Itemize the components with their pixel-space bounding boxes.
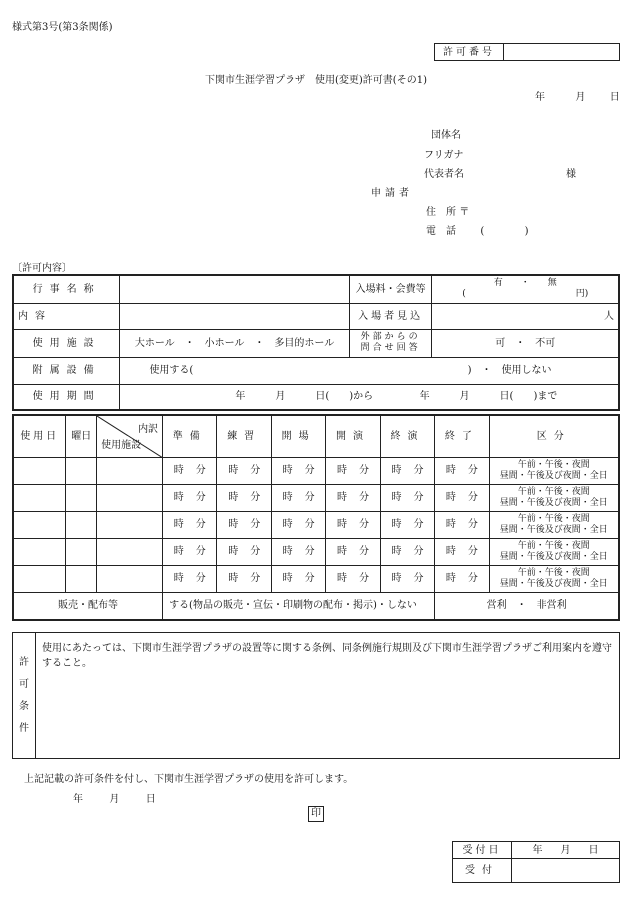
- external-inquiry-label: 外部からの 問合せ回答: [349, 329, 432, 357]
- weekday-header: 曜日: [66, 415, 97, 457]
- attendance-label: 入場者見込: [349, 303, 432, 329]
- permit-number-field[interactable]: [504, 44, 620, 61]
- schedule-row: [13, 565, 619, 592]
- time-field[interactable]: [380, 484, 434, 511]
- hour-label: 時: [282, 519, 293, 530]
- receipt-date-field[interactable]: 年 月 日: [512, 842, 620, 859]
- conditions-label: 許 可 条 件: [13, 633, 36, 759]
- open-header: 開場: [271, 415, 325, 457]
- receipt-date-label: 受付日: [453, 842, 512, 859]
- start-header: 開演: [326, 415, 380, 457]
- form-number: 様式第3号(第3条関係): [12, 22, 113, 33]
- time-field[interactable]: [163, 511, 217, 538]
- hour-label: 時: [445, 573, 456, 584]
- facility-field[interactable]: [97, 538, 163, 565]
- time-field[interactable]: [217, 511, 271, 538]
- facility-options[interactable]: 大ホール ・ 小ホール ・ 多目的ホール: [120, 329, 350, 357]
- hour-label: 時: [391, 573, 402, 584]
- approval-statement: 上記記載の許可条件を付し、下関市生涯学習プラザの使用を許可します。: [24, 774, 354, 785]
- time-field[interactable]: [435, 538, 489, 565]
- prep-header: 準備: [163, 415, 217, 457]
- minute-label: 分: [304, 465, 315, 476]
- equipment-use: 使用する(: [149, 365, 194, 376]
- representative-label: 代表者名: [424, 169, 464, 180]
- end-header: 終演: [380, 415, 434, 457]
- period-label: 使用期間: [13, 384, 120, 410]
- hour-label: 時: [445, 465, 456, 476]
- profit-options[interactable]: 営利 ・ 非営利: [435, 592, 619, 620]
- minute-label: 分: [195, 519, 206, 530]
- weekday-field[interactable]: [66, 457, 97, 484]
- division-options[interactable]: 午前・午後・夜間 昼間・午後及び夜間・全日: [489, 538, 619, 565]
- hour-label: 時: [282, 546, 293, 557]
- hour-label: 時: [337, 465, 348, 476]
- minute-label: 分: [250, 573, 261, 584]
- issue-date: [535, 88, 620, 103]
- approval-date: 年 月 日: [73, 794, 156, 805]
- minute-label: 分: [195, 492, 206, 503]
- sales-options[interactable]: する(物品の販売・宣伝・印刷物の配布・掲示)・しない: [163, 592, 435, 620]
- permit-number-label: 許可番号: [435, 44, 504, 61]
- issue-day: 日: [609, 92, 620, 103]
- minute-label: 分: [304, 492, 315, 503]
- time-field[interactable]: [163, 457, 217, 484]
- address-label: 住 所: [426, 207, 456, 218]
- event-name-label: 行事名称: [13, 275, 120, 303]
- time-field[interactable]: [326, 484, 380, 511]
- weekday-field[interactable]: [66, 538, 97, 565]
- period-to: 年 月 日( )まで: [419, 391, 558, 403]
- facility-label: 使用施設: [13, 329, 120, 357]
- hour-label: 時: [173, 465, 184, 476]
- time-field[interactable]: [326, 538, 380, 565]
- issue-month: 月: [575, 92, 586, 103]
- hour-label: 時: [173, 519, 184, 530]
- time-field[interactable]: [217, 484, 271, 511]
- minute-label: 分: [304, 573, 315, 584]
- time-field[interactable]: [271, 565, 325, 592]
- minute-label: 分: [304, 519, 315, 530]
- receipt-label: 受付: [453, 859, 512, 883]
- page-title: 下関市生涯学習プラザ 使用(変更)許可書(その1): [205, 75, 427, 86]
- division-options[interactable]: 午前・午後・夜間 昼間・午後及び夜間・全日: [489, 511, 619, 538]
- time-field[interactable]: [217, 538, 271, 565]
- schedule-row: [13, 538, 619, 565]
- hour-label: 時: [282, 465, 293, 476]
- division-options[interactable]: 午前・午後・夜間 昼間・午後及び夜間・全日: [489, 484, 619, 511]
- hour-label: 時: [337, 519, 348, 530]
- minute-label: 分: [413, 546, 424, 557]
- time-field[interactable]: [435, 511, 489, 538]
- time-field[interactable]: [326, 457, 380, 484]
- minute-label: 分: [467, 465, 478, 476]
- time-field[interactable]: [217, 457, 271, 484]
- period-cell[interactable]: [120, 384, 619, 410]
- use-date-field[interactable]: [13, 538, 66, 565]
- hour-label: 時: [337, 546, 348, 557]
- time-field[interactable]: [435, 565, 489, 592]
- time-field[interactable]: [271, 538, 325, 565]
- division-header: 区分: [489, 415, 619, 457]
- time-field[interactable]: [380, 565, 434, 592]
- time-field[interactable]: [271, 457, 325, 484]
- phone-paren-open: (: [480, 226, 485, 237]
- time-field[interactable]: [271, 484, 325, 511]
- equipment-cell[interactable]: [120, 357, 619, 384]
- minute-label: 分: [359, 546, 370, 557]
- equipment-label: 附属設備: [13, 357, 120, 384]
- hour-label: 時: [228, 546, 239, 557]
- time-field[interactable]: [217, 565, 271, 592]
- time-field[interactable]: [380, 457, 434, 484]
- minute-label: 分: [413, 573, 424, 584]
- hour-label: 時: [173, 573, 184, 584]
- hour-label: 時: [173, 492, 184, 503]
- time-field[interactable]: [326, 565, 380, 592]
- minute-label: 分: [250, 492, 261, 503]
- facility-field[interactable]: [97, 484, 163, 511]
- equipment-close: ) ・ 使用しない: [467, 365, 552, 376]
- hour-label: 時: [282, 492, 293, 503]
- time-field[interactable]: [326, 511, 380, 538]
- org-name-label: 団体名: [431, 130, 461, 141]
- phone-paren-close: ): [524, 226, 529, 237]
- attendance-unit[interactable]: 人: [432, 303, 619, 329]
- facility-field[interactable]: [97, 457, 163, 484]
- phone-label: 電 話: [426, 226, 456, 237]
- external-inquiry-options[interactable]: 可 ・ 不可: [432, 329, 619, 357]
- time-field[interactable]: [163, 484, 217, 511]
- sama-suffix: 様: [566, 169, 576, 180]
- minute-label: 分: [359, 573, 370, 584]
- hour-label: 時: [228, 465, 239, 476]
- division-options[interactable]: 午前・午後・夜間 昼間・午後及び夜間・全日: [489, 457, 619, 484]
- hour-label: 時: [391, 519, 402, 530]
- admission-label: 入場料・会費等: [349, 275, 432, 303]
- time-field[interactable]: [271, 511, 325, 538]
- diagonal-line: [97, 416, 163, 458]
- use-date-field[interactable]: [13, 484, 66, 511]
- sales-label: 販売・配布等: [13, 592, 163, 620]
- seal-stamp: 印: [308, 806, 324, 822]
- hour-label: 時: [282, 573, 293, 584]
- hour-label: 時: [228, 519, 239, 530]
- finish-header: 終了: [435, 415, 489, 457]
- time-field[interactable]: [380, 511, 434, 538]
- receipt-field[interactable]: [512, 859, 620, 883]
- hour-label: 時: [228, 492, 239, 503]
- minute-label: 分: [467, 573, 478, 584]
- time-field[interactable]: [435, 484, 489, 511]
- minute-label: 分: [413, 465, 424, 476]
- minute-label: 分: [467, 546, 478, 557]
- use-date-header: 使用日: [13, 415, 66, 457]
- time-field[interactable]: [163, 565, 217, 592]
- permit-number-box: [434, 43, 620, 61]
- hour-label: 時: [391, 546, 402, 557]
- address-row: [426, 203, 469, 218]
- weekday-field[interactable]: [66, 565, 97, 592]
- use-date-field[interactable]: [13, 511, 66, 538]
- breakdown-facility-header: 内訳 使用施設: [97, 415, 163, 457]
- minute-label: 分: [467, 519, 478, 530]
- hour-label: 時: [445, 519, 456, 530]
- hour-label: 時: [337, 492, 348, 503]
- schedule-row: [13, 457, 619, 484]
- issue-year: 年: [535, 92, 545, 103]
- minute-label: 分: [195, 465, 206, 476]
- admission-cell[interactable]: 有 ・ 無 ( 円): [432, 275, 619, 303]
- weekday-field[interactable]: [66, 484, 97, 511]
- hour-label: 時: [391, 492, 402, 503]
- event-name-field[interactable]: [120, 275, 350, 303]
- minute-label: 分: [250, 465, 261, 476]
- minute-label: 分: [359, 492, 370, 503]
- content-label: 内容: [13, 303, 120, 329]
- weekday-field[interactable]: [66, 511, 97, 538]
- minute-label: 分: [195, 573, 206, 584]
- time-field[interactable]: [163, 538, 217, 565]
- hour-label: 時: [337, 573, 348, 584]
- use-date-field[interactable]: [13, 457, 66, 484]
- minute-label: 分: [359, 465, 370, 476]
- receipt-box: [452, 841, 620, 883]
- schedule-row: [13, 511, 619, 538]
- minute-label: 分: [413, 519, 424, 530]
- facility-field[interactable]: [97, 511, 163, 538]
- minute-label: 分: [467, 492, 478, 503]
- division-options[interactable]: 午前・午後・夜間 昼間・午後及び夜間・全日: [489, 565, 619, 592]
- rehearsal-header: 練習: [217, 415, 271, 457]
- applicant-label: 申請者: [371, 188, 413, 199]
- minute-label: 分: [250, 546, 261, 557]
- permit-content-table: [12, 274, 620, 411]
- hour-label: 時: [445, 492, 456, 503]
- hour-label: 時: [445, 546, 456, 557]
- use-date-field[interactable]: [13, 565, 66, 592]
- postal-mark: 〒: [459, 207, 470, 218]
- minute-label: 分: [413, 492, 424, 503]
- minute-label: 分: [195, 546, 206, 557]
- permit-section-label: 〔許可内容〕: [12, 263, 72, 274]
- facility-field[interactable]: [97, 565, 163, 592]
- period-from: 年 月 日( )から: [235, 391, 374, 403]
- time-field[interactable]: [435, 457, 489, 484]
- hour-label: 時: [173, 546, 184, 557]
- hour-label: 時: [391, 465, 402, 476]
- schedule-table: [12, 414, 620, 621]
- content-field[interactable]: [120, 303, 350, 329]
- hour-label: 時: [228, 573, 239, 584]
- minute-label: 分: [304, 546, 315, 557]
- minute-label: 分: [359, 519, 370, 530]
- minute-label: 分: [250, 519, 261, 530]
- schedule-row: [13, 484, 619, 511]
- phone-row: [426, 222, 529, 237]
- conditions-text: 使用にあたっては、下関市生涯学習プラザの設置等に関する条例、同条例施行規則及び下関市生涯学習プラザご利用案内を遵守すること。: [36, 633, 620, 759]
- furigana-label: フリガナ: [424, 150, 464, 161]
- admission-yes: 有: [493, 278, 503, 289]
- admission-no: 無: [547, 278, 557, 289]
- conditions-table: [12, 632, 620, 759]
- schedule-rows: [13, 457, 619, 592]
- time-field[interactable]: [380, 538, 434, 565]
